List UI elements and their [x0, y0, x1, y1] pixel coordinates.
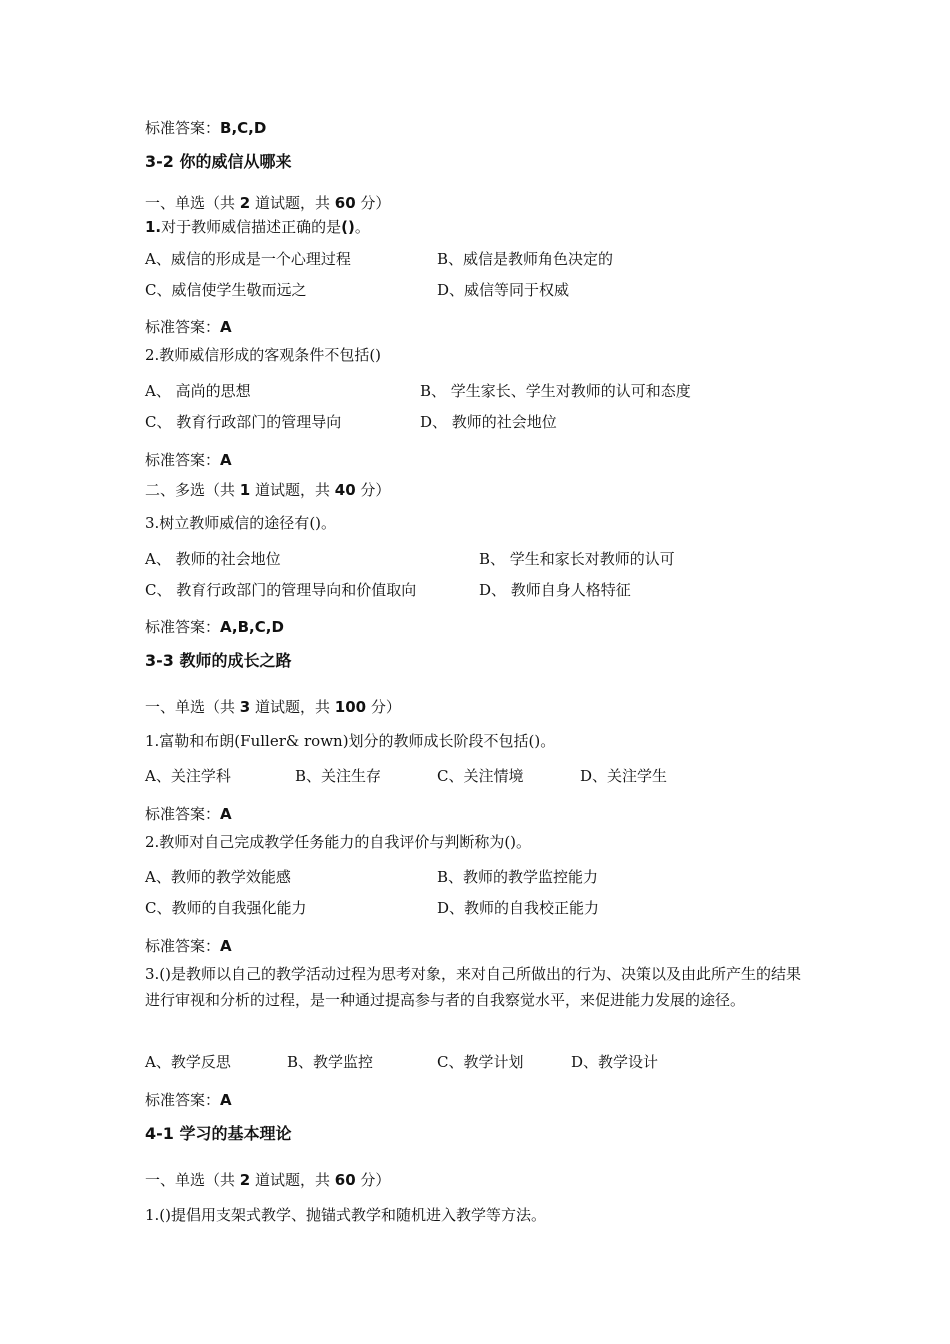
option-a: A、关注学科: [145, 767, 231, 785]
option-b: B、关注生存: [295, 767, 382, 785]
answer-line: 标准答案：A: [145, 1091, 232, 1109]
question-text: 1.对于教师威信描述正确的是()。: [145, 218, 370, 236]
question-text: 3.树立教师威信的途径有()。: [145, 514, 337, 532]
section-title-4-1: 4-1 学习的基本理论: [145, 1124, 292, 1143]
section-title-3-2: 3-2 你的威信从哪来: [145, 152, 292, 171]
option-c: C、 教育行政部门的管理导向: [145, 413, 342, 431]
option-d: D、教师的自我校正能力: [437, 899, 600, 917]
option-c: C、教学计划: [437, 1053, 524, 1071]
option-a: A、 高尚的思想: [145, 382, 251, 400]
option-b: B、 学生家长、学生对教师的认可和态度: [420, 382, 691, 400]
answer-line: 标准答案：B,C,D: [145, 119, 267, 137]
group-heading: 一、单选（共 2 道试题，共 60 分）: [145, 194, 391, 212]
option-d: D、教学设计: [571, 1053, 659, 1071]
option-c: C、教师的自我强化能力: [145, 899, 307, 917]
group-heading: 一、单选（共 3 道试题，共 100 分）: [145, 698, 401, 716]
option-b: B、 学生和家长对教师的认可: [479, 550, 675, 568]
option-c: C、关注情境: [437, 767, 524, 785]
option-d: D、 教师自身人格特征: [479, 581, 631, 599]
group-heading: 一、单选（共 2 道试题，共 60 分）: [145, 1171, 391, 1189]
option-d: D、关注学生: [580, 767, 668, 785]
question-text: 2.教师对自己完成教学任务能力的自我评价与判断称为()。: [145, 833, 532, 851]
option-a: A、教学反思: [145, 1053, 231, 1071]
question-text: 2.教师威信形成的客观条件不包括(): [145, 346, 382, 364]
option-a: A、 教师的社会地位: [145, 550, 281, 568]
answer-line: 标准答案：A,B,C,D: [145, 618, 284, 636]
question-text: 1.()提倡用支架式教学、抛锚式教学和随机进入教学等方法。: [145, 1206, 547, 1224]
option-b: B、教学监控: [287, 1053, 374, 1071]
answer-line: 标准答案：A: [145, 451, 232, 469]
question-text: 3.()是教师以自己的教学活动过程为思考对象，来对自己所做出的行为、决策以及由此所产生的结果进行审视和分析的过程，是一种通过提高参与者的自我察觉水平，来促进能力发展的途径。: [145, 965, 802, 1009]
option-b: B、威信是教师角色决定的: [437, 250, 614, 268]
option-a: A、威信的形成是一个心理过程: [145, 250, 351, 268]
group-heading: 二、多选（共 1 道试题，共 40 分）: [145, 481, 391, 499]
section-title-3-3: 3-3 教师的成长之路: [145, 651, 292, 670]
answer-line: 标准答案：A: [145, 937, 232, 955]
question-text: 1.富勒和布朗(Fuller& rown)划分的教师成长阶段不包括()。: [145, 732, 556, 750]
option-d: D、威信等同于权威: [437, 281, 570, 299]
option-a: A、教师的教学效能感: [145, 868, 291, 886]
option-d: D、 教师的社会地位: [420, 413, 557, 431]
option-b: B、教师的教学监控能力: [437, 868, 599, 886]
option-c: C、 教育行政部门的管理导向和价值取向: [145, 581, 417, 599]
answer-line: 标准答案：A: [145, 805, 232, 823]
answer-line: 标准答案：A: [145, 318, 232, 336]
option-c: C、威信使学生敬而远之: [145, 281, 307, 299]
